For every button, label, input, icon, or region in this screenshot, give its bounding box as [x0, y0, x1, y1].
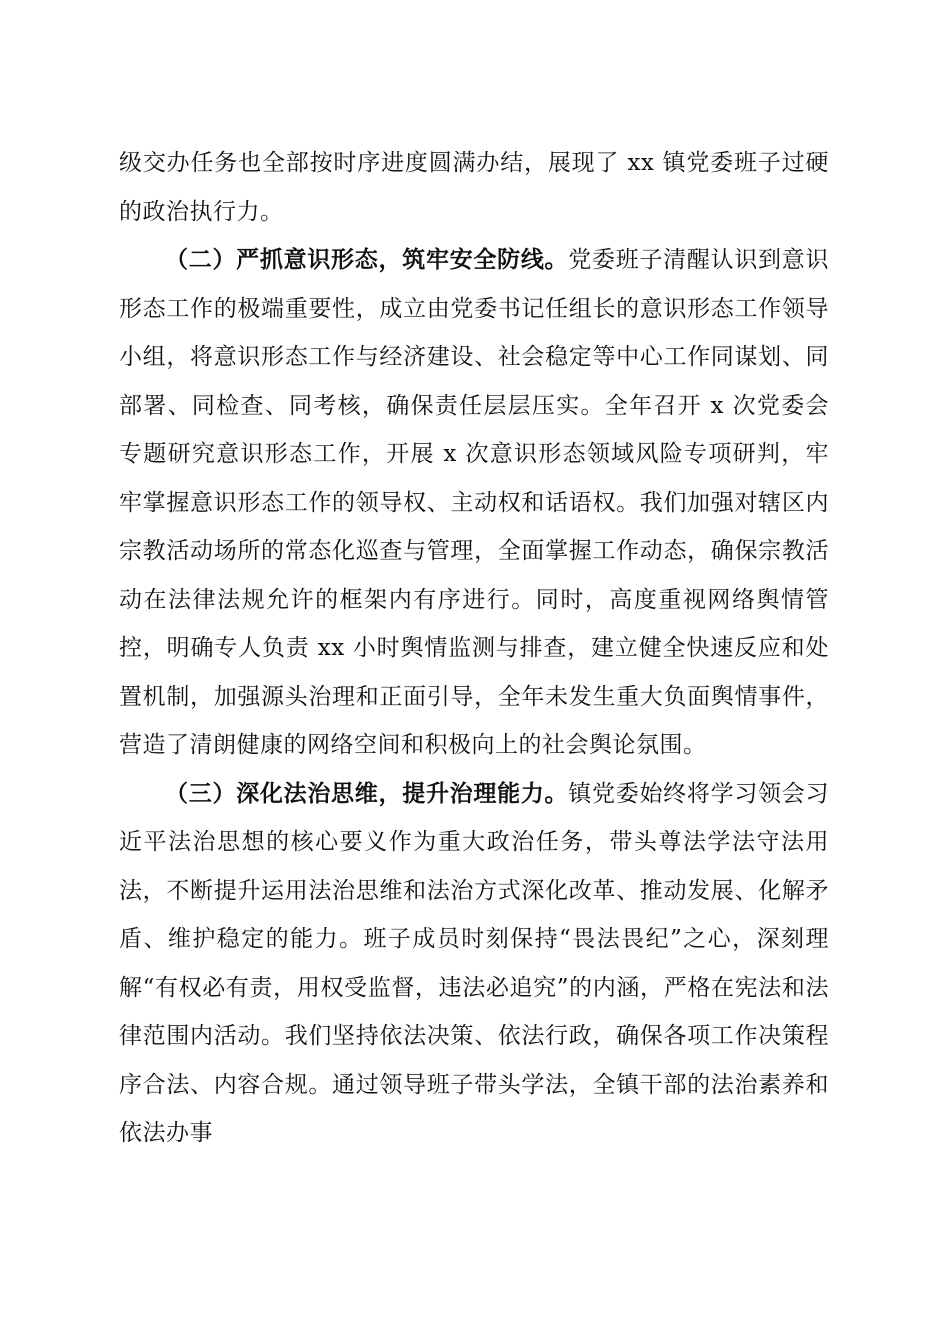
paragraph-3-heading: （三）深化法治思维，提升治理能力。 [165, 779, 569, 807]
paragraph-rule-of-law [119, 770, 829, 1158]
paragraph-ideology [119, 236, 829, 770]
document-body [119, 139, 829, 1158]
paragraph-2-heading: （二）严抓意识形态，筑牢安全防线。 [165, 246, 569, 273]
paragraph-3-body: 镇党委始终将学习领会习近平法治思想的核心要义作为重大政治任务，带头尊法学法守法用法，不断提升运用法治思维和法治方式深化改革、推动发展、化解矛盾、维护稳定的能力。班子成员时刻保持“畏法畏纪”之心，深刻理解“有权必有责，用权受监督，违法必追究”的内涵，严格在宪法和法律范围内活动。我们坚持依法决策、依法行政，确保各项工作决策程序合法、内容合规。通过领导班子带头学法，全镇干部的法治素养和依法办事 [119, 780, 830, 1146]
paragraph-1-body: 级交办任务也全部按时序进度圆满办结，展现了 xx 镇党委班子过硬的政治执行力。 [119, 150, 829, 225]
paragraph-2-body: 党委班子清醒认识到意识形态工作的极端重要性，成立由党委书记任组长的意识形态工作领导小组，将意识形态工作与经济建设、社会稳定等中心工作同谋划、同部署、同检查、同考核，确保责任层层压实。全年召开 x 次党委会专题研究意识形态工作，开展 x 次意识形态领域风险专项研判，牢牢掌握意识形态工作的领导权、主动权和话语权。我们加强对辖区内宗教活动场所的常态化巡查与管理，全面掌握工作动态，确保宗教活动在法律法规允许的框架内有序进行。同时，高度重视网络舆情管控，明确专人负责 xx 小时舆情监测与排查，建立健全快速反应和处置机制，加强源头治理和正面引导，全年未发生重大负面舆情事件，营造了清朗健康的网络空间和积极向上的社会舆论氛围。 [119, 247, 830, 758]
paragraph-continuation [119, 139, 829, 236]
